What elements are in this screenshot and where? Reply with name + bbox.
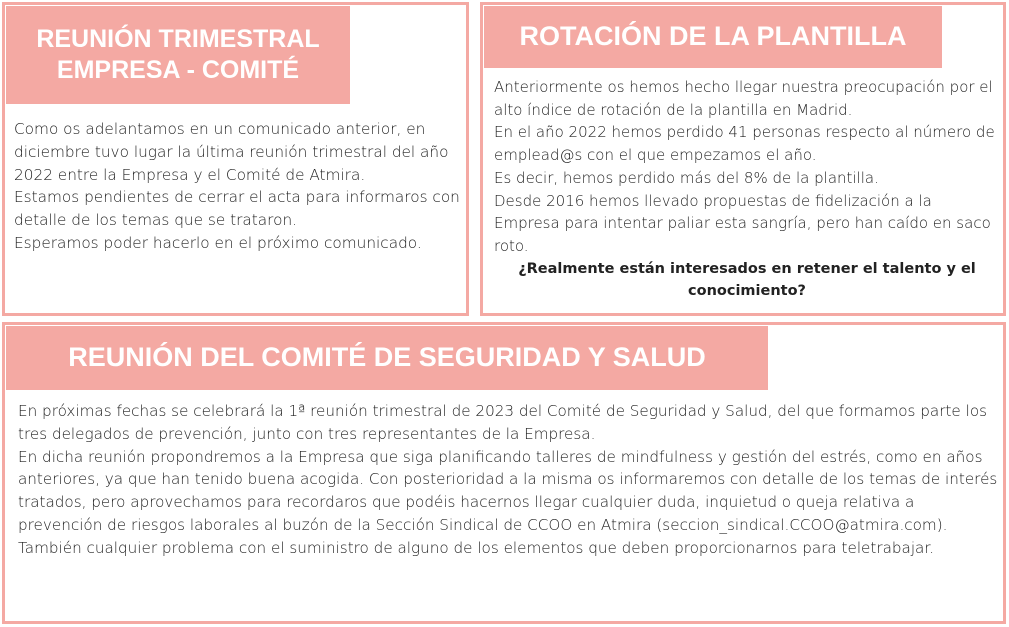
rotation-body — [494, 76, 1000, 258]
health-paragraph-3: También cualquier problema con el suministro de alguno de los elementos que deben proporcionarnos para teletrabajar. — [18, 538, 935, 557]
health-paragraph-2: En dicha reunión propondremos a la Empresa que siga planificando talleres de mindfulness y gestión del estrés, como en años anteriores, ya que han tenido buena acogida. Con posterioridad a la misma os informaremos con detalle de los temas de interés tratados, pero aprovechamos para recordaros que podéis hacernos llegar cualquier duda, inquietud o queja relativa a prevención de riesgos laborales al buzón de la Sección Sindical de CCOO en Atmira (seccion_sindical.CCOO@atmira.com). — [18, 447, 998, 534]
meeting-title: REUNIÓN TRIMESTRAL EMPRESA - COMITÉ — [6, 6, 350, 104]
meeting-paragraph-1: Como os adelantamos en un comunicado anterior, en diciembre tuvo lugar la última reunión trimestral del año 2022 entre la Empresa y el Comité de Atmira. — [14, 120, 449, 184]
rotation-paragraph-4: Desde 2016 hemos llevado propuestas de fidelización a la Empresa para intentar paliar esta sangría, pero han caído en saco roto. — [494, 191, 991, 255]
health-body — [18, 400, 1002, 560]
meeting-paragraph-3: Esperamos poder hacerlo en el próximo comunicado. — [14, 233, 422, 252]
rotation-paragraph-1: Anteriormente os hemos hecho llegar nuestra preocupación por el alto índice de rotación de la plantilla en Madrid. — [494, 78, 993, 119]
rotation-title: ROTACIÓN DE LA PLANTILLA — [484, 6, 942, 68]
rotation-paragraph-2: En el año 2022 hemos perdido 41 personas respecto al número de emplead@s con el que empezamos el año. — [494, 123, 995, 165]
health-paragraph-1: En próximas fechas se celebrará la 1ª reunión trimestral de 2023 del Comité de Seguridad y Salud, del que formamos parte los tres delegados de prevención, junto con tres representantes de la Empresa. — [18, 402, 988, 443]
meeting-body — [14, 118, 462, 255]
health-title: REUNIÓN DEL COMITÉ DE SEGURIDAD Y SALUD — [6, 326, 768, 390]
meeting-paragraph-2: Estamos pendientes de cerrar el acta para informaros con detalle de los temas que se trataron. — [14, 188, 460, 230]
rotation-question: ¿Realmente están interesados en retener el talento y el conocimiento? — [518, 261, 976, 299]
rotation-paragraph-3: Es decir, hemos perdido más del 8% de la plantilla. — [494, 168, 879, 187]
